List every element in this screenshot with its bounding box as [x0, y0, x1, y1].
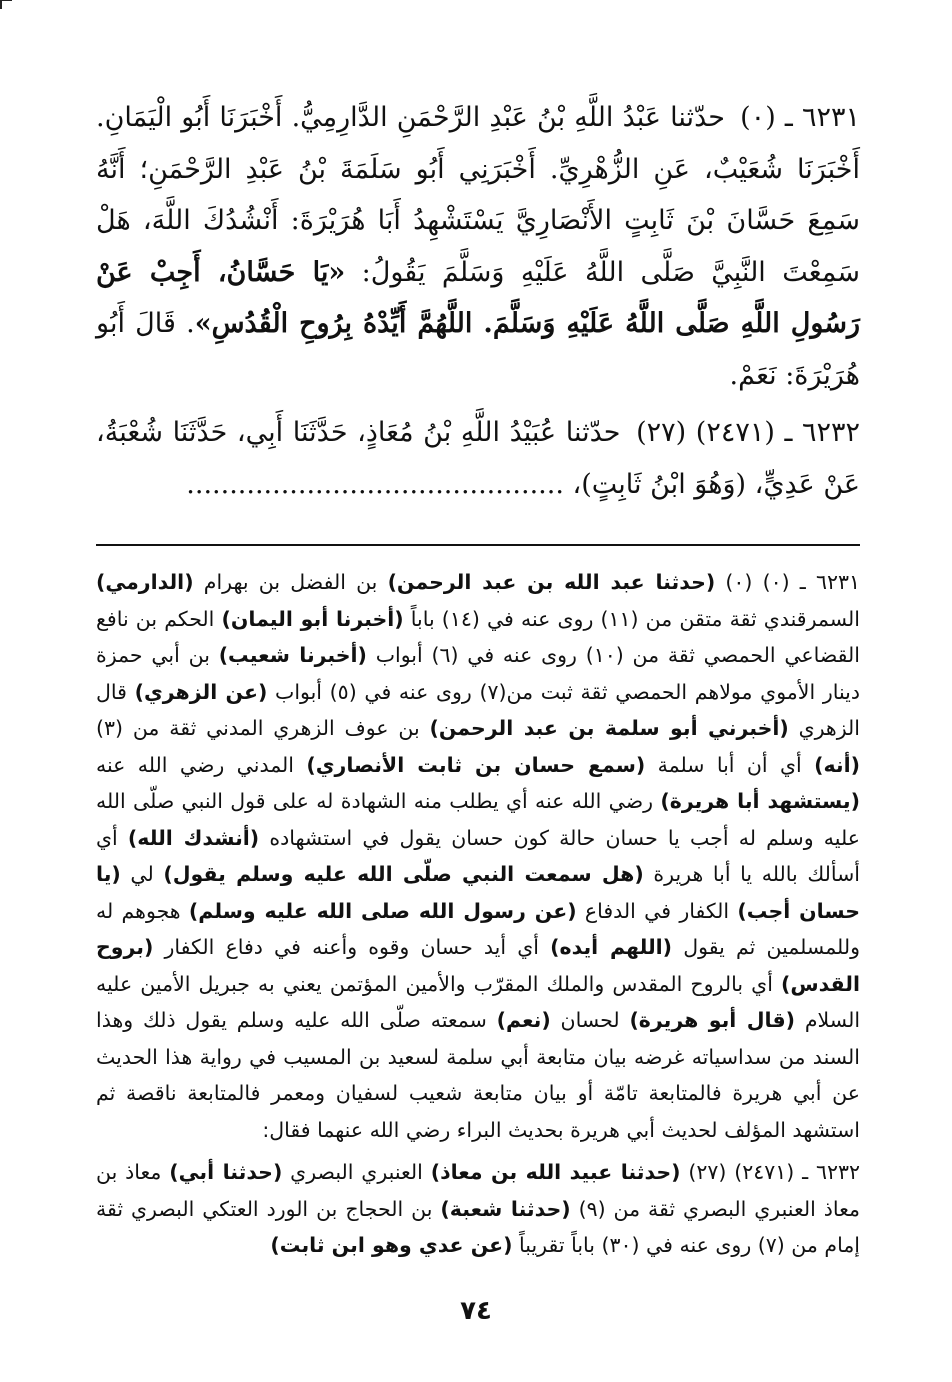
- hadith-6231-text-1: حدّثنا عَبْدُ اللَّهِ بْنُ عَبْدِ الرَّحْمَنِ الدَّارِمِيُّ. أَخْبَرَنَا أَبُو الْيَمَانِ. أَخْبَرَنَا شُعَيْبٌ، عَنِ الزُّهْرِيِّ. أَخْبَرَنِي أَبُو سَلَمَةَ بْنُ عَبْدِ الرَّحْمَنِ؛ أَنَّهُ سَمِعَ حَسَّانَ بْنَ ثَابِتٍ الأَنْصَارِيَّ يَسْتَشْهِدُ أَبَا هُرَيْرَةَ: أَنْشُدُكَ اللَّهَ، هَلْ سَمِعْتَ النَّبِيَّ صَلَّى اللَّهُ عَلَيْهِ وَسَلَّمَ يَقُولُ:: [96, 102, 860, 288]
- commentary: [96, 564, 860, 1264]
- commentary-text: لحسان: [550, 1008, 630, 1032]
- hadith-6232: [96, 407, 860, 510]
- footnote-divider: [96, 544, 860, 546]
- hadith-6231-text-2: . قَالَ أَبُو هُرَيْرَةَ: نَعَمْ.: [96, 308, 860, 391]
- commentary-text: الحكم بن نافع القضاعي الحمصي ثقة من (١٠) روى عنه في (٦) أبواب: [96, 606, 860, 667]
- commentary-text: قال الزهري: [96, 679, 860, 740]
- page-body: [96, 92, 860, 1382]
- commentary-bold-phrase: (حدثنا عبد الله بن عبد الرحمن): [387, 570, 716, 594]
- commentary-text: ٦٢٣١ ـ (٠) (٠): [715, 570, 861, 594]
- commentary-text: المدني رضي الله عنه: [96, 752, 307, 777]
- commentary-bold-phrase: (عن رسول الله صلى الله عليه وسلم): [188, 898, 577, 923]
- commentary-bold-phrase: (هل سمعت النبي صلّى الله عليه وسلم يقول): [163, 862, 644, 886]
- hadith-6232-dots: ............................................: [186, 468, 564, 500]
- hadith-6232-number: ٦٢٣٢ ـ (٢٤٧١) (٢٧): [636, 417, 861, 448]
- commentary-bold-phrase: (حدثنا شعبة): [440, 1196, 571, 1221]
- commentary-text: العنبري البصري: [282, 1160, 431, 1184]
- commentary-bold-phrase: (حدثنا أبي): [169, 1160, 283, 1184]
- commentary-text: رضي الله عنه أي يطلب منه الشهادة له على قول النبي صلّى الله عليه وسلم له أجب يا حسان حالة كون حسان يقول في استشهاده: [96, 789, 860, 850]
- commentary-text: بن الحجاج بن الورد العتكي البصري ثقة إمام من (٧) روى عنه في (٣٠) باباً تقريباً: [96, 1196, 860, 1257]
- commentary-text: أي أسألك بالله يا أبا هريرة: [96, 825, 860, 886]
- commentary-text: السمرقندي ثقة متقن من (١١) روى عنه في (١٤) باباً: [403, 606, 860, 631]
- commentary-text: لي: [120, 862, 164, 886]
- commentary-6232: [96, 1154, 860, 1264]
- hadith-text: [96, 92, 860, 510]
- commentary-text: هجوهم له وللمسلمين ثم يقول: [96, 898, 860, 959]
- commentary-text: بن عوف الزهري المدني ثقة من (٣): [96, 716, 430, 740]
- commentary-text: معاذ بن معاذ العنبري البصري ثقة من (٩): [96, 1160, 860, 1221]
- commentary-bold-phrase: (عن الزهري): [134, 679, 268, 704]
- commentary-bold-phrase: (يستشهد أبا هريرة): [660, 789, 860, 813]
- commentary-bold-phrase: (أخبرنا شعيب): [218, 643, 367, 667]
- corner-mark: [0, 0, 12, 9]
- commentary-bold-phrase: (أخبرنا أبو اليمان): [221, 606, 404, 631]
- commentary-bold-phrase: (عن عدي وهو ابن ثابت): [270, 1233, 513, 1257]
- commentary-text: بن أبي حمزة دينار الأموي مولاهم الحمصي ثقة ثبت من(٧) روى عنه في (٥) أبواب: [96, 643, 861, 704]
- commentary-bold-phrase: (اللهم أيده): [550, 935, 673, 959]
- commentary-bold-phrase: (حدثنا عبيد الله بن معاذ): [430, 1160, 681, 1184]
- hadith-6232-text: حدّثنا عُبَيْدُ اللَّهِ بْنُ مُعَاذٍ، حَدَّثَنَا أَبِي، حَدَّثَنَا شُعْبَةُ، عَنْ عَدِيٍّ، (وَهُوَ ابْنُ ثَابِتٍ)،: [96, 417, 860, 500]
- commentary-bold-phrase: (بروح القدس): [96, 935, 860, 996]
- commentary-text: أي بالروح المقدس والملك المقرّب والأمين المؤتمن يعني به جبريل الأمين عليه السلام: [96, 971, 861, 1032]
- hadith-6231: [96, 92, 860, 401]
- commentary-bold-phrase: (أخبرني أبو سلمة بن عبد الرحمن): [429, 716, 789, 740]
- commentary-text: أي أن أبا سلمة: [645, 752, 815, 777]
- commentary-bold-phrase: (يا حسان أجب): [96, 862, 860, 923]
- commentary-text: بن الفضل بن بهرام: [193, 570, 388, 594]
- commentary-text: أي أيد حسان وقوه وأعنه في دفاع الكفار: [153, 935, 551, 959]
- hadith-6231-quote: «يَا حَسَّانُ، أَجِبْ عَنْ رَسُولِ اللَّهِ صَلَّى اللَّهُ عَلَيْهِ وَسَلَّمَ. اللَّهُمَّ أَيِّدْهُ بِرُوحِ الْقُدُسِ»: [96, 256, 860, 339]
- hadith-6231-number: ٦٢٣١ ـ (٠): [740, 102, 860, 133]
- commentary-bold-phrase: (قال أبو هريرة): [629, 1008, 796, 1032]
- page-number: ٧٤: [460, 1296, 492, 1326]
- commentary-bold-phrase: (سمع حسان بن ثابت الأنصاري): [306, 752, 646, 777]
- commentary-bold-phrase: (أنشدك الله): [127, 825, 260, 850]
- commentary-6231: [96, 564, 860, 1148]
- commentary-bold-phrase: (الدارمي): [96, 570, 194, 594]
- commentary-text: الكفار في الدفاع: [576, 898, 738, 923]
- commentary-bold-phrase: (أنه): [814, 752, 860, 777]
- commentary-text: سمعته صلّى الله عليه وسلم يقول ذلك وهذا السند من سداسياته غرضه بيان متابعة أبي سلمة لسعيد بن المسيب في رواية هذا الحديث عن أبي هريرة فالمتابعة تامّة أو بيان متابعة شعيب لسفيان ومعمر فالمتابعة ناقصة ثم استشهد المؤلف لحديث أبي هريرة بحديث البراء رضي الله عنهما فقال:: [96, 1008, 860, 1142]
- commentary-text: ٦٢٣٢ ـ (٢٤٧١) (٢٧): [680, 1160, 861, 1184]
- commentary-bold-phrase: (نعم): [496, 1008, 551, 1032]
